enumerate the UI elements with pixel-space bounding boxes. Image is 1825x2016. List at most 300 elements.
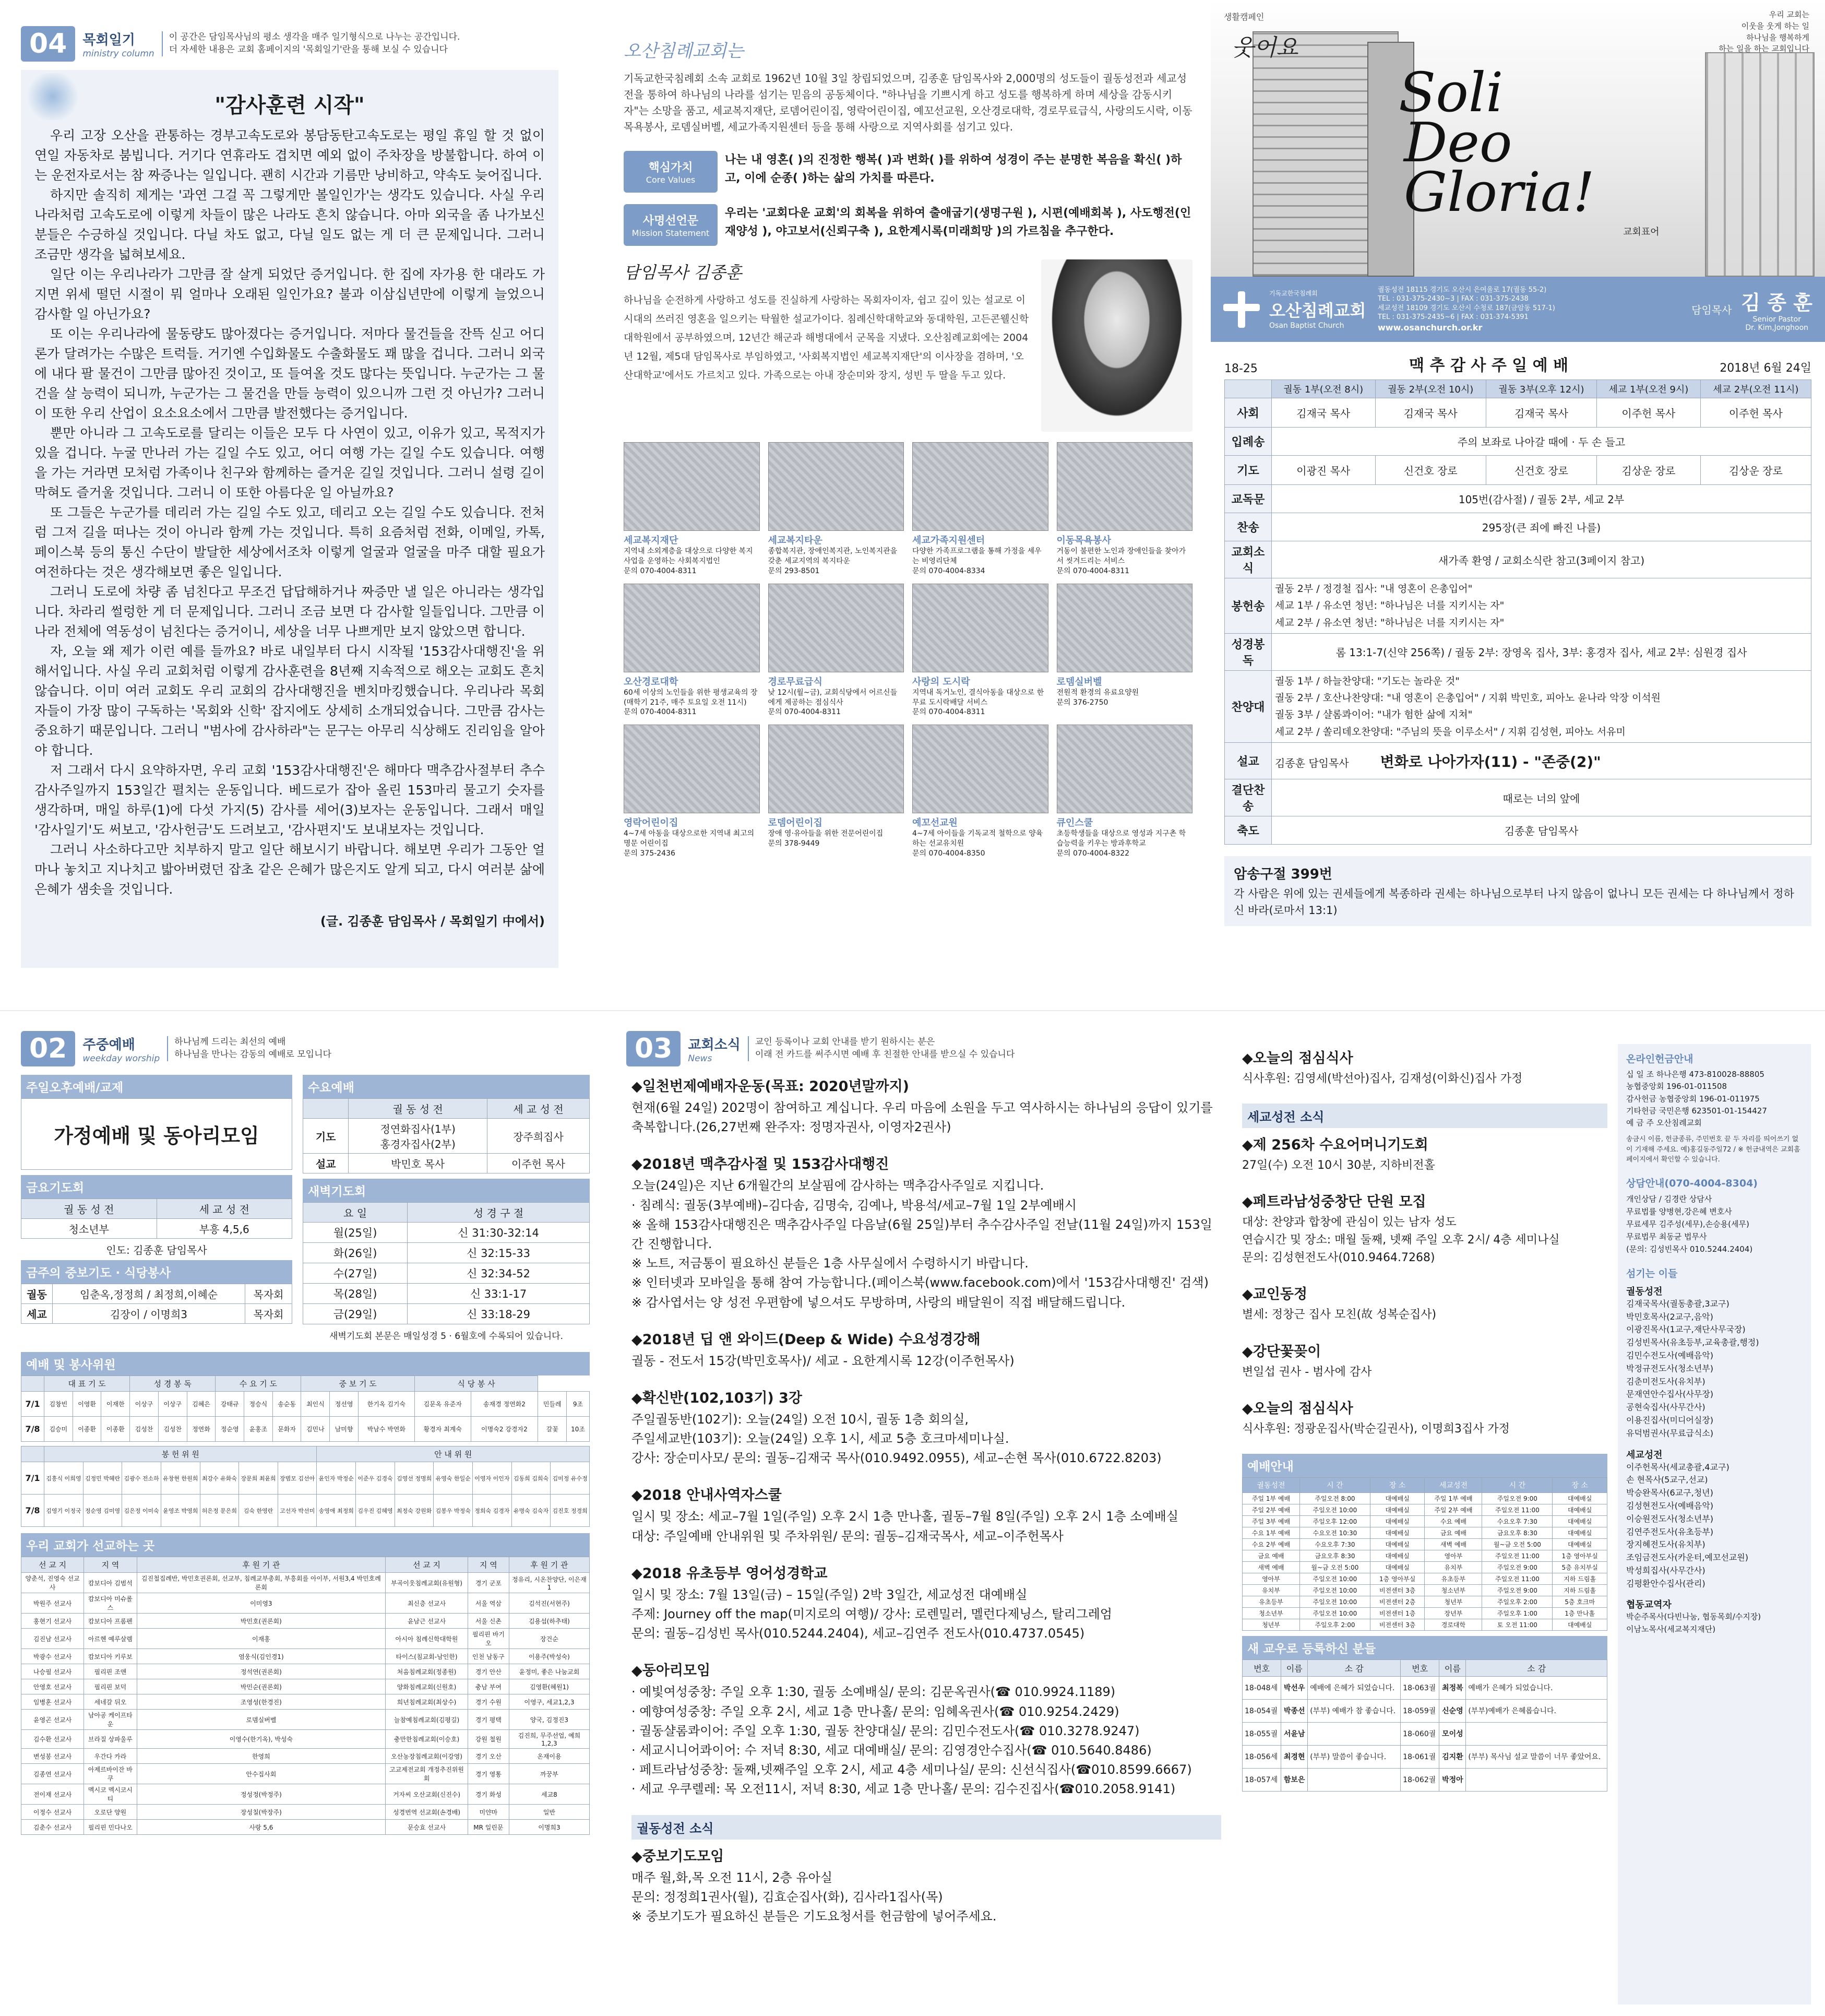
- news-item: [1242, 1397, 1607, 1438]
- news-heading: ◆2018년 딥 앤 와이드(Deep & Wide) 수요성경강해: [631, 1331, 981, 1348]
- newcomer-cell: 18-056세: [1243, 1745, 1281, 1768]
- blank: [21, 1446, 44, 1462]
- ministry-photo: [624, 725, 760, 813]
- mission-cell: 박원주 선교사: [21, 1593, 84, 1614]
- section-header: [21, 26, 558, 62]
- column-paragraph: 또 이는 우리나라에 물동량도 많아졌다는 증거입니다. 저마다 물건들을 잔뜩 싣고 어디론가 달려가는 수많은 트럭들. 거기엔 수입화물도 수출화물도 꽤 많을 겁니다. 그러니 외국에 내다 팔 물건이 그만큼 많아진 것이고, 또 들여올 것도 많다는 뜻입니다. 누군가는 그 물건을 살 능력이 되니까, 누군가는 그 물건을 만들 능력이 있으니까 그런 것 아닌가? 그러니 이 또한 우리 산업이 요소요소에서 그만큼 발전했다는 증거입니다.: [34, 326, 545, 421]
- usher-cell: 김동희 김희숙: [511, 1462, 551, 1495]
- news-line: 대상: 주일예배 안내위원 및 주차위원/ 문의: 궐동–김재국목사, 세교–이주헌목사: [631, 1528, 1064, 1544]
- sched-cell: 5층 유치부실: [1553, 1561, 1607, 1573]
- newcomer-cell: 18-054궐: [1243, 1699, 1281, 1722]
- ministry-desc: 거동이 불편한 노인과 장애인들을 찾아가서 씻겨드리는 서비스: [1056, 547, 1186, 565]
- sched-cell: 대예배실: [1553, 1515, 1607, 1527]
- news-line: ※ 노트, 저금통이 필요하신 분들은 1층 사무실에서 수령하시기 바랍니다.: [631, 1256, 1029, 1271]
- order-cell: 신건호 장로: [1486, 456, 1596, 485]
- mission-cell: 경기 오산: [468, 1749, 509, 1764]
- mission-cell: 성경번역 선교회(손경배): [386, 1805, 468, 1820]
- section-intro: 이 공간은 담임목사님의 평소 생각을 매주 일기형식으로 나누는 공간입니다. 더 자세한 내용은 교회 홈페이지의 '목회일기'란을 통해 보실 수 있습니다: [162, 31, 460, 56]
- cell: 김장이 / 이명희3: [53, 1304, 245, 1324]
- order-label: 입례송: [1225, 428, 1272, 456]
- usher-cell: 이준우 김경숙: [356, 1462, 395, 1495]
- sched-cell: 대예배실: [1370, 1504, 1425, 1515]
- usher-cell: 김은정 이미숙: [122, 1495, 161, 1527]
- list-line: 이광진목사(1교구,재단사무국장): [1626, 1324, 1746, 1335]
- serve-cell: 정순영: [216, 1417, 244, 1442]
- newcomer-cell: 18-061궐: [1401, 1745, 1439, 1768]
- sched-cell: 주일오전 10:00: [1299, 1596, 1370, 1607]
- worship-title: 맥 추 감 사 주 일 예 배: [1409, 357, 1569, 375]
- list-line: 김연주전도사(유초등부): [1626, 1526, 1714, 1537]
- news-line: 오늘(24일)은 지난 6개월간의 보살핌에 감사하는 맥추감사주일로 지킵니다.: [631, 1178, 1044, 1193]
- list-line: 손 현목사(5교구,선교): [1626, 1475, 1708, 1485]
- sched-cell: 대예배실: [1370, 1527, 1425, 1538]
- sched-cell: 주일 1부 예배: [1425, 1492, 1482, 1504]
- mission-cell: 박민순(권론회): [137, 1679, 385, 1694]
- usher-cell: 김광수 전소하: [122, 1462, 161, 1495]
- ministry-card: [768, 584, 904, 718]
- sched-cell: 경로대학: [1425, 1619, 1482, 1630]
- mission-cell: 세네갈 뒤오: [84, 1694, 137, 1710]
- motto: Soli Deo Gloria!: [1399, 61, 1595, 224]
- mission-cell: 처음침례교회(정종원): [386, 1664, 468, 1679]
- sched-cell: 수요오후 7:30: [1482, 1515, 1553, 1527]
- usher-cell: 김영기 이정국: [44, 1495, 84, 1527]
- serve-cell: 10조: [567, 1417, 590, 1442]
- mission-cell: 전이재 선교사: [21, 1784, 84, 1805]
- column-paragraph: 우리 고장 오산을 관통하는 경부고속도로와 봉담동탄고속도로는 평일 휴일 할 것 없이 연일 자동차로 붐빕니다. 거기다 연휴라도 겹치면 예외 없이 주차장을 방불합니다. 하여 이는 운전자로서는 참 짜증나는 일입니다. 괜히 시간과 기름만 낭비하고, 약속도 늦어집니다.: [34, 128, 545, 183]
- mission-cell: 김영환(혜원1): [509, 1679, 589, 1694]
- core-values-row: [624, 151, 1192, 193]
- mission-cell: 김진남 선교사: [21, 1629, 84, 1649]
- mission-cell: 오로단 양원: [84, 1805, 137, 1820]
- ministry-contact: 문의 070-4004-8322: [1056, 849, 1130, 858]
- mission-cell: 우간다 카라: [84, 1749, 137, 1764]
- ministry-desc: 다양한 가족프로그램을 통해 가정을 세우는 비영리단체: [912, 547, 1042, 565]
- news-heading: ◆교인동정: [1242, 1286, 1308, 1303]
- mission-cell: 까꿍부: [509, 1764, 589, 1784]
- news-item: [1242, 1047, 1607, 1088]
- ministry-title: 로뎀실버벨: [1056, 676, 1102, 687]
- news-line: ※ 감사엽서는 양 성전 우편함에 넣으셔도 무방하며, 사랑의 배달원이 직접 배달해드립니다.: [631, 1295, 1126, 1310]
- mission-cell: 사랑 5,6: [137, 1820, 385, 1835]
- row-label: 기도: [303, 1119, 349, 1154]
- cell: 화(26일): [303, 1243, 408, 1263]
- sched-cell: 주일오전 11:00: [1482, 1573, 1553, 1584]
- news-line: · 페트라남성중창: 둘째,넷째주일 오후 2시, 세교 4층 세미나실/ 문의: 신선식집사(☎010.8599.6667): [631, 1762, 1192, 1777]
- col-header: 소 감: [1466, 1659, 1607, 1676]
- serve-cell: 이종환: [73, 1417, 101, 1442]
- worship-order: [1211, 342, 1825, 926]
- wednesday-bar: 수요예배: [303, 1075, 590, 1098]
- mission-cell: 장건순: [509, 1629, 589, 1649]
- mission-cell: 이영구, 세교1,2,3: [509, 1694, 589, 1710]
- list-line: 무료법무 최동균 법무사: [1626, 1231, 1707, 1241]
- serve-cell: 정연화: [187, 1417, 216, 1442]
- serve-cell: 정승식: [244, 1392, 273, 1417]
- order-line: 궐동 3부 / 샬롬콰이어: "내가 험한 삶에 지쳐": [1275, 709, 1473, 721]
- usher-cell: 장문희 최윤희: [239, 1462, 278, 1495]
- sched-cell: 비전센터 3층: [1370, 1619, 1425, 1630]
- bank-title: 온라인헌금안내: [1626, 1053, 1693, 1065]
- col-header: 지 역: [84, 1557, 137, 1573]
- mission-cell: 캄보디아 김범석: [84, 1573, 137, 1593]
- gd-staff-heading: 궐동성전: [1626, 1286, 1663, 1297]
- cell: 신 31:30-32:14: [408, 1223, 590, 1243]
- mission-cell: 김수환 선교사: [21, 1730, 84, 1749]
- coop-list: [1626, 1611, 1803, 1635]
- newcomer-cell: [1466, 1768, 1607, 1791]
- ministry-photo: [768, 584, 904, 672]
- mission-cell: 강원 철원: [468, 1730, 509, 1749]
- usher-cell: 최강수 유화숙: [200, 1462, 239, 1495]
- date-cell: 7/8: [21, 1495, 44, 1527]
- sunday-bar: 주일오후예배/교제: [21, 1075, 292, 1098]
- sched-cell: 장년부: [1425, 1607, 1482, 1619]
- sched-cell: 비전센터 1층: [1370, 1607, 1425, 1619]
- sched-cell: 대예배실: [1370, 1550, 1425, 1561]
- sched-cell: 주일 3부 예배: [1243, 1515, 1300, 1527]
- usher-cell: 김봉우 박정숙: [434, 1495, 473, 1527]
- serve-cell: 윤홍조: [244, 1417, 273, 1442]
- newcomer-cell: 박선우: [1281, 1676, 1308, 1699]
- sched-cell: 새벽 예배: [1425, 1538, 1482, 1550]
- serve-cell: 김승미: [44, 1417, 73, 1442]
- mission-cell: 아제르바이잔 바쿠: [84, 1764, 137, 1784]
- list-line: 김평환안수집사(관리): [1626, 1578, 1705, 1588]
- newcomer-cell: 서윤남: [1281, 1722, 1308, 1745]
- serve-cell: 이상구: [158, 1392, 187, 1417]
- mission-cell: 임병훈 선교사: [21, 1694, 84, 1710]
- cell: 임춘옥,정정희 / 최정희,이혜순: [53, 1284, 245, 1304]
- blank: [21, 1376, 44, 1392]
- mission-cell: 한영희: [137, 1749, 385, 1764]
- mission-cell: 충남 부여: [468, 1679, 509, 1694]
- ministry-caption: [624, 674, 760, 718]
- list-line: 예 금 주 오산침례교회: [1626, 1118, 1702, 1128]
- sched-cell: 청년부: [1425, 1596, 1482, 1607]
- mission-cell: 캄보디아 키루보: [84, 1649, 137, 1664]
- col-header: 장 소: [1370, 1477, 1425, 1492]
- mission-cell: 오산농장침례교회(이강영): [386, 1749, 468, 1764]
- order-span: 105번(감사절) / 궐동 2부, 세교 2부: [1272, 485, 1811, 513]
- mission-cell: 미얀마: [468, 1805, 509, 1820]
- sched-cell: 1층 만나홀: [1553, 1607, 1607, 1619]
- serve-cell: 9조: [567, 1392, 590, 1417]
- newcomer-cell: 18-060궐: [1401, 1722, 1439, 1745]
- ministry-card: [912, 584, 1048, 718]
- news-line: 문의: 김성현전도사(010.9464.7268): [1242, 1251, 1435, 1265]
- sched-cell: 금요오후 8:30: [1299, 1550, 1370, 1561]
- mission-cell: 아르헨 예루살렘: [84, 1629, 137, 1649]
- news-line: ※ 올해 153감사대행진은 맥추감사주일 다음날(6월 25일)부터 추수감사주일 전날(11월 24일)까지 153일간 진행합니다.: [631, 1217, 1212, 1251]
- ministry-card: [912, 725, 1048, 859]
- ministry-title: 로뎀어린이집: [768, 817, 822, 829]
- newcomer-cell: 신순영: [1439, 1699, 1466, 1722]
- sermon-cell: [1272, 743, 1811, 779]
- mission-cell: MR 일린문: [468, 1820, 509, 1835]
- news-item: [631, 1562, 1221, 1644]
- order-span: 295장(큰 죄에 빠진 나를): [1272, 513, 1811, 541]
- sched-cell: 영아부: [1243, 1573, 1300, 1584]
- news-heading: ◆제 256차 수요어머니기도회: [1242, 1137, 1428, 1154]
- order-span: 롬 13:1-7(신약 256쪽) / 궐동 2부: 장영옥 집사, 3부: 홍경자 집사, 세교 2부: 심원경 집사: [1272, 633, 1811, 670]
- newcomer-cell: 18-059궐: [1401, 1699, 1439, 1722]
- ministry-title: 세교복지재단: [624, 535, 678, 546]
- order-label: 성경봉독: [1225, 633, 1272, 670]
- ministry-title: 큐인스쿨: [1056, 817, 1093, 829]
- serve-cell: 이상구: [130, 1392, 159, 1417]
- list-line: 김재국목사(궐동총괄,3교구): [1626, 1298, 1729, 1309]
- consult-title: 상담안내(070-4004-8304): [1626, 1177, 1758, 1189]
- news-line: 궐동 - 전도서 15강(박민호목사)/ 세교 - 요한계시록 12강(이주헌목사): [631, 1353, 1015, 1368]
- news-line: 주일세교반(103기): 오늘(24일) 오후 1시, 세교 5층 호크마세미나실.: [631, 1431, 1009, 1446]
- worship-order-table: [1224, 380, 1811, 845]
- news-line: · 세교시니어콰이어: 수 저녁 8:30, 세교 대예배실/ 문의: 김영경안수집사(☎ 010.5640.8486): [631, 1742, 1152, 1758]
- newcomer-cell: [1308, 1722, 1401, 1745]
- list-line: 김춘미전도사(유치부): [1626, 1376, 1705, 1386]
- order-line: 세교 1부 / 유소연 청년: "하나님은 너를 지키시는 자": [1275, 600, 1505, 612]
- segyo-news-list: [1242, 1133, 1607, 1438]
- column-title: "감사훈련 시작": [214, 93, 365, 117]
- mission-cell: 정석연(권론회): [137, 1664, 385, 1679]
- newcomer-cell: (부부) 예배가 참 좋습니다.: [1308, 1699, 1401, 1722]
- sched-cell: 주일오전 10:00: [1299, 1584, 1370, 1596]
- serve-cell: 김민나: [301, 1417, 330, 1442]
- ministry-title: 예꼬선교원: [912, 817, 958, 829]
- worship-col-header: 궐동 2부(오전 10시): [1375, 380, 1486, 398]
- column-body: [34, 126, 545, 899]
- serve-cell: 김성찬: [130, 1417, 159, 1442]
- mission-cell: 김종연 선교사: [21, 1764, 84, 1784]
- mission-cell: 타이스(침교회-남인한): [386, 1649, 468, 1664]
- sched-cell: 대예배실: [1553, 1619, 1607, 1630]
- newcomer-cell: 최경현: [1281, 1745, 1308, 1768]
- ministry-photo: [912, 584, 1048, 672]
- order-line: 궐동 2부 / 호산나찬양대: "내 영혼이 은총입어" / 지휘 박민호, 피아노 윤나라 악장 이석원: [1275, 692, 1661, 704]
- sched-cell: 수요 예배: [1425, 1515, 1482, 1527]
- sched-cell: 주일오전 9:00: [1482, 1584, 1553, 1596]
- newcomer-cell: 김지환: [1439, 1745, 1466, 1768]
- order-span: 때로는 너의 앞에: [1272, 779, 1811, 816]
- news-line: · 예빛여성중창: 주일 오후 1:30, 궐동 소예배실/ 문의: 김문옥권사(☎ 010.9924.1189): [631, 1685, 1116, 1700]
- mission-cell: 정유리, 시온찬양단, 이은재1: [509, 1573, 589, 1593]
- sched-cell: 주일오전 10:00: [1299, 1504, 1370, 1515]
- section-intro: 하나님께 드리는 최선의 예배 하나님을 만나는 감동의 예배로 모입니다: [167, 1036, 331, 1061]
- newcomer-cell: 최정복: [1439, 1676, 1466, 1699]
- schedule-bar: 예배안내: [1242, 1454, 1607, 1477]
- pastor-row: [624, 259, 1192, 432]
- usher-cell: 허은정 문은희: [200, 1495, 239, 1527]
- serve-cell: 남미향: [330, 1417, 359, 1442]
- sermon-title: 변화로 나아가자(11) - "존중(2)": [1380, 753, 1601, 770]
- list-line: 이승원전도사(청소년부): [1626, 1513, 1714, 1524]
- mission-cell: 나승필 선교사: [21, 1664, 84, 1679]
- list-line: 십 일 조 하나은행 473-810028-88805: [1626, 1070, 1764, 1079]
- ministry-desc: 4~7세 아동을 대상으로한 지역내 최고의 명문 어린이집: [624, 829, 755, 848]
- group-header: 수 요 기 도: [216, 1376, 301, 1392]
- col-header: 이름: [1439, 1659, 1466, 1676]
- mission-cell: 이재홍: [137, 1629, 385, 1649]
- news-line: · 궐동샬롬콰이어: 주일 오후 1:30, 궐동 찬양대실/ 문의: 김민수전도사(☎ 010.3278.9247): [631, 1723, 1140, 1738]
- col-header: 후 원 기 관: [509, 1557, 589, 1573]
- gwondong-news-list: [626, 1845, 1226, 1927]
- ministry-desc: 종합복지관, 장애인복지관, 노인복지관을 갖춘 세교지역의 복지타운: [768, 547, 898, 565]
- serve-cell: 이종환: [101, 1417, 130, 1442]
- sched-cell: 수요오전 10:30: [1299, 1527, 1370, 1538]
- ministry-title: 이동목욕봉사: [1056, 535, 1111, 546]
- list-line: 유덕범권사(무료급식소): [1626, 1428, 1714, 1438]
- serve-cell: 김문옥 유준자: [414, 1392, 471, 1417]
- mission-cell: 박광수 선교사: [21, 1649, 84, 1664]
- sched-cell: 월~금 오전 5:00: [1299, 1561, 1370, 1573]
- core-values-label: 핵심가치 Core Values: [624, 151, 718, 193]
- sched-cell: 주일 2부 예배: [1243, 1504, 1300, 1515]
- mission-cell: 브라질 상파울루: [84, 1730, 137, 1749]
- usher-cell: 김영선 정명희: [395, 1462, 434, 1495]
- section-header: [626, 1031, 1226, 1066]
- gd-staff-list: [1626, 1298, 1803, 1440]
- usher-cell: 윤영조 박영희: [161, 1495, 200, 1527]
- news-line: 별세: 정창근 집사 모친(故 성복순집사): [1242, 1308, 1437, 1322]
- mission-cell: 캄보디아 프롬펜: [84, 1614, 137, 1629]
- wednesday-table: [303, 1098, 590, 1173]
- staff-title: 섬기는 이들: [1626, 1267, 1678, 1279]
- sched-cell: 금요 예배: [1243, 1550, 1300, 1561]
- col-header: 궐 동 성 전: [349, 1099, 487, 1119]
- usher-cell: 김우진 김혜영: [356, 1495, 395, 1527]
- ministry-photo: [1057, 584, 1193, 672]
- col-header: 요 일: [303, 1203, 408, 1223]
- news-item: [631, 1328, 1221, 1371]
- list-line: 박순주목사(다빈나눔, 협동목회/수지장): [1626, 1612, 1761, 1622]
- usher-cell: 유명숙 김숙자: [511, 1495, 551, 1527]
- sched-cell: 수요 2부 예배: [1243, 1538, 1300, 1550]
- mission-cell: 이정수 선교사: [21, 1805, 84, 1820]
- date-cell: 7/1: [21, 1392, 44, 1417]
- usher-cell: 이영자 이인자: [473, 1462, 512, 1495]
- ministry-desc: 4~7세 아이들을 기독교적 철학으로 양육하는 선교유치원: [912, 829, 1043, 848]
- news-line: 연습시간 및 장소: 매월 둘째, 넷째 주일 오후 2시/ 4층 세미나실: [1242, 1234, 1560, 1247]
- group-header: 식 당 봉 사: [414, 1376, 538, 1392]
- worship-col-header: 궐동 3부(오후 12시): [1486, 380, 1596, 398]
- mission-cell: 홍현기 선교사: [21, 1614, 84, 1629]
- group-header: 봉 헌 위 원: [44, 1446, 317, 1462]
- mission-cell: 정성정(박정주): [137, 1784, 385, 1805]
- list-line: 공현숙집사(사무간사): [1626, 1402, 1705, 1413]
- list-line: 김성현전도사(예배음악): [1626, 1500, 1714, 1511]
- list-line: 장지혜전도사(유치부): [1626, 1539, 1705, 1550]
- sched-cell: 유초등부: [1243, 1596, 1300, 1607]
- mission-cell: 이미영3: [137, 1593, 385, 1614]
- order-label: 찬송: [1225, 513, 1272, 541]
- newcomer-cell: (부부) 목사님 설교 말씀이 너무 좋았어요.: [1466, 1745, 1607, 1768]
- list-line: 박승완목사(6교구,청년): [1626, 1488, 1713, 1498]
- mission-cell: 캄보디아 미슈롤스: [84, 1593, 137, 1614]
- order-label: 교독문: [1225, 485, 1272, 513]
- mission-cell: 경기 수원: [468, 1694, 509, 1710]
- mission-cell: 안수집사회: [137, 1764, 385, 1784]
- cell: 수(27일): [303, 1263, 408, 1284]
- news-item: [1242, 1283, 1607, 1324]
- section-number: 04: [21, 26, 75, 62]
- cell: 월(25일): [303, 1223, 408, 1243]
- news-item: [631, 1386, 1221, 1468]
- sched-cell: 주일오후 2:00: [1482, 1596, 1553, 1607]
- sched-cell: 주일오전 8:00: [1299, 1492, 1370, 1504]
- order-label: 봉헌송: [1225, 578, 1272, 634]
- mission-cell: 이영수(한기옥), 박성숙: [137, 1730, 385, 1749]
- cell: 목자회: [245, 1304, 292, 1324]
- mission-cell: 양화침례교회(신원호): [386, 1679, 468, 1694]
- worship-col-header: 궐동 1부(오전 8시): [1272, 380, 1376, 398]
- serve-cell: 이재한: [101, 1392, 130, 1417]
- mission-cell: 윤남근 선교사: [386, 1614, 468, 1629]
- mission-cell: 이명희3: [509, 1820, 589, 1835]
- list-line: 감사헌금 농협중앙회 196-01-011975: [1626, 1094, 1760, 1104]
- serve-cell: 송재경 정연화2: [471, 1392, 538, 1417]
- mission-cell: 경기 군포: [468, 1573, 509, 1593]
- col-header: 번호: [1401, 1659, 1439, 1676]
- sched-cell: 유치부: [1243, 1584, 1300, 1596]
- ministry-caption: [912, 533, 1048, 576]
- mission-cell: 서울 신촌: [468, 1614, 509, 1629]
- newcomer-cell: (부부) 말씀이 좋습니다.: [1308, 1745, 1401, 1768]
- sched-cell: 청소년부: [1243, 1607, 1300, 1619]
- mission-cell: 필리핀 보덕: [84, 1679, 137, 1694]
- order-span: 김종훈 담임목사: [1272, 816, 1811, 845]
- news-heading: ◆중보기도모임: [631, 1848, 724, 1865]
- news-heading: ◆확신반(102,103기) 3강: [631, 1390, 803, 1406]
- order-label: 사회: [1225, 398, 1272, 428]
- segyo-news-bar: 세교성전 소식: [1242, 1104, 1607, 1128]
- news-line: 변일섭 권사 - 범사에 감사: [1242, 1365, 1372, 1379]
- ministry-photo: [624, 442, 760, 531]
- row-label: 궐동: [21, 1284, 53, 1304]
- column-paragraph: 자, 오늘 왜 제가 이런 예를 들까요? 바로 내일부터 다시 시작될 '153감사대행진'을 위해서입니다. 사실 우리 교회처럼 이렇게 감사훈련을 8년째 지속적으로 해오는 교회도 흔치 않습니다. 이미 여러 교회도 우리 교회의 감사대행진을 벤치마킹했습니다. 우리나라 목회자들이 가장 많이 구독하는 '목회와 신학' 잡지에도 상세히 소개되었습니다. 그만큼 감사는 중요하기 때문입니다. 그러니 "범사에 감사하라"는 문구는 아무리 식상해도 진리임을 알아야 합니다.: [34, 644, 545, 758]
- mission-cell: 김진철집례반, 박민호권론회, 선교부, 침례교부총회, 부흥회를 아이부, 서원3,4 박민호례론회: [137, 1573, 385, 1593]
- bank-note: 송금시 이름, 헌금종류, 주민번호 끝 두 자리를 띄어쓰기 없이 기재해 주세요. 예)홍길동주일72 / ※ 헌금내역은 교회홈페이지에서 확인할 수 있습니다.: [1626, 1135, 1800, 1164]
- page-02-weekday-worship: [21, 1031, 590, 2007]
- serve-cell: 민들레: [538, 1392, 567, 1417]
- news-item: [1242, 1133, 1607, 1175]
- sched-cell: 청소년부: [1425, 1584, 1482, 1596]
- sched-cell: 대예배실: [1553, 1527, 1607, 1538]
- mission-row: [624, 204, 1192, 246]
- ministry-caption: [624, 815, 760, 859]
- newcomer-cell: 함보은: [1281, 1768, 1308, 1791]
- serve-cell: 한기옥 김기숙: [358, 1392, 414, 1417]
- serve-cell: 이명숙2 강경자2: [471, 1417, 538, 1442]
- section-number: 03: [626, 1031, 681, 1066]
- list-line: 조임금전도사(카운터,예꼬선교원): [1626, 1552, 1748, 1563]
- section-intro: 교인 등록이나 교회 안내를 받기 원하시는 분은 이래 전 카드를 써주시면 예배 후 친절한 안내를 받으실 수 있습니다: [748, 1036, 1015, 1061]
- mission-cell: 세교8: [509, 1784, 589, 1805]
- news-line: · 침례식: 궐동(3부예배)–김다솜, 김명숙, 김예나, 박용석/세교–7월 1일 2부예배시: [631, 1197, 1077, 1213]
- friday-bar: 금요기도회: [21, 1175, 292, 1199]
- website-link[interactable]: www.osanchurch.or.kr: [1378, 322, 1483, 333]
- usher-cell: 정희숙 김경자: [473, 1495, 512, 1527]
- newcomer-cell: [1466, 1722, 1607, 1745]
- newcomer-cell: [1308, 1768, 1401, 1791]
- friday-leader: 인도: 김종훈 담임목사: [106, 1244, 207, 1256]
- ministry-photo: [1057, 442, 1193, 531]
- cover-illustration: [1211, 0, 1825, 277]
- serve-cell: 김혜은: [187, 1392, 216, 1417]
- order-cell: 이광진 목사: [1272, 456, 1376, 485]
- mission-cell: 희년침례교회(최상수): [386, 1694, 468, 1710]
- col-header: 선 교 지: [386, 1557, 468, 1573]
- ministry-card: [624, 442, 760, 576]
